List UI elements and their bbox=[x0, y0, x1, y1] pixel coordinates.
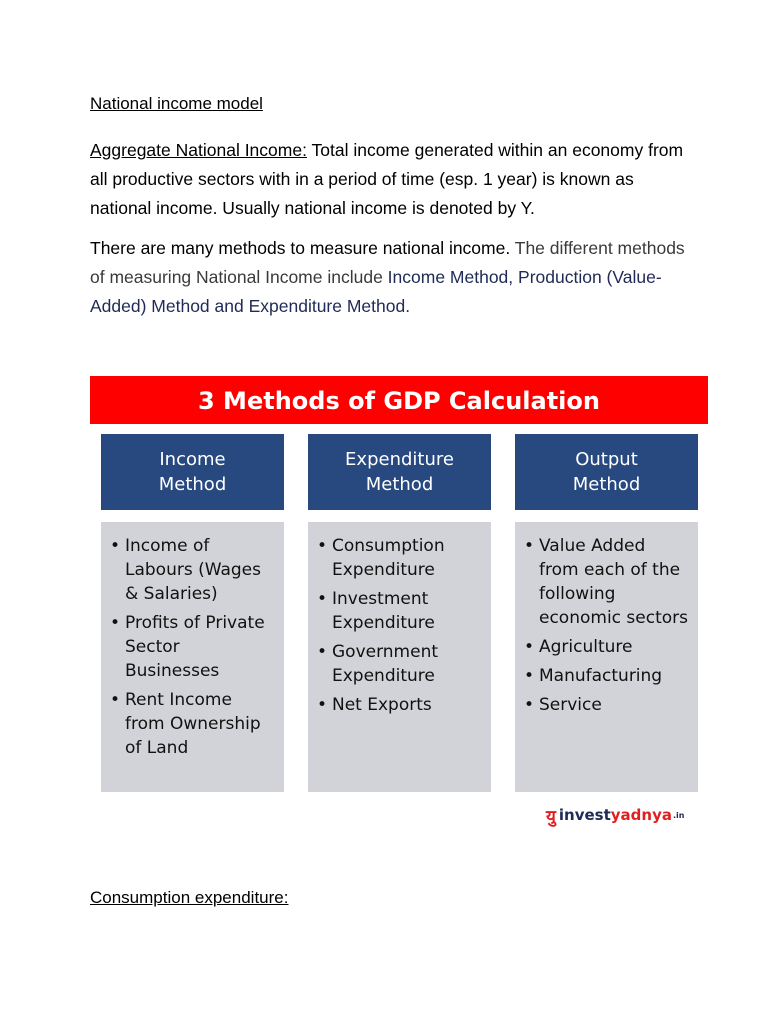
term-aggregate-national-income: Aggregate National Income: bbox=[90, 140, 307, 160]
list-item: • Net Exports bbox=[332, 693, 483, 717]
infographic-title: 3 Methods of GDP Calculation bbox=[90, 376, 708, 424]
paragraph-national-income bbox=[90, 136, 690, 223]
logo-suffix: .in bbox=[672, 810, 685, 820]
column-header-line: Method bbox=[158, 474, 227, 495]
column-header-output bbox=[515, 434, 698, 510]
list-item: • Agriculture bbox=[539, 635, 690, 659]
paragraph-methods bbox=[90, 234, 690, 321]
column-header-income bbox=[101, 434, 284, 510]
methods-end-text: . bbox=[405, 296, 411, 316]
logo-mark-icon: यु bbox=[546, 806, 556, 827]
list-item: • Value Added from each of the following economic sectors bbox=[539, 534, 690, 630]
list-item: • Service bbox=[539, 693, 690, 717]
column-header-line: Method bbox=[572, 474, 641, 495]
list-item: • Investment Expenditure bbox=[332, 587, 483, 635]
logo-word-yadnya: yadnya bbox=[610, 806, 672, 824]
column-header-line: Expenditure bbox=[345, 449, 454, 470]
list-item: • Government Expenditure bbox=[332, 640, 483, 688]
column-header-line: Income bbox=[159, 449, 226, 470]
column-header-expenditure bbox=[308, 434, 491, 510]
list-item: • Manufacturing bbox=[539, 664, 690, 688]
list-item: • Profits of Private Sector Businesses bbox=[125, 611, 276, 683]
bullet-list bbox=[101, 522, 284, 760]
methods-list-text: Income Method, Production (Value-Added) Method and Expenditure Method bbox=[90, 267, 662, 316]
investyadnya-logo bbox=[546, 804, 684, 826]
list-item: • Rent Income from Ownership of Land bbox=[125, 688, 276, 760]
column-header-line: Method bbox=[365, 474, 434, 495]
section-heading-consumption: Consumption expenditure: bbox=[90, 888, 289, 907]
column-body-expenditure bbox=[308, 522, 491, 792]
methods-lead-text: There are many methods to measure national income. bbox=[90, 238, 511, 258]
list-item: • Income of Labours (Wages & Salaries) bbox=[125, 534, 276, 606]
definition-text: Total income generated within an economy from all productive sectors with in a period of time (esp. 1 year) is known as national income. Usually national income is denoted by Y. bbox=[90, 140, 684, 218]
column-body-income bbox=[101, 522, 284, 792]
column-body-output bbox=[515, 522, 698, 792]
column-header-line: Output bbox=[575, 449, 638, 470]
list-item: • Consumption Expenditure bbox=[332, 534, 483, 582]
bullet-list bbox=[308, 522, 491, 717]
logo-word-invest: invest bbox=[558, 806, 611, 824]
page-heading: National income model bbox=[90, 94, 263, 113]
gdp-methods-infographic bbox=[90, 376, 708, 836]
bullet-list bbox=[515, 522, 698, 717]
methods-intro-text: The different methods of measuring National Income include bbox=[90, 238, 685, 287]
